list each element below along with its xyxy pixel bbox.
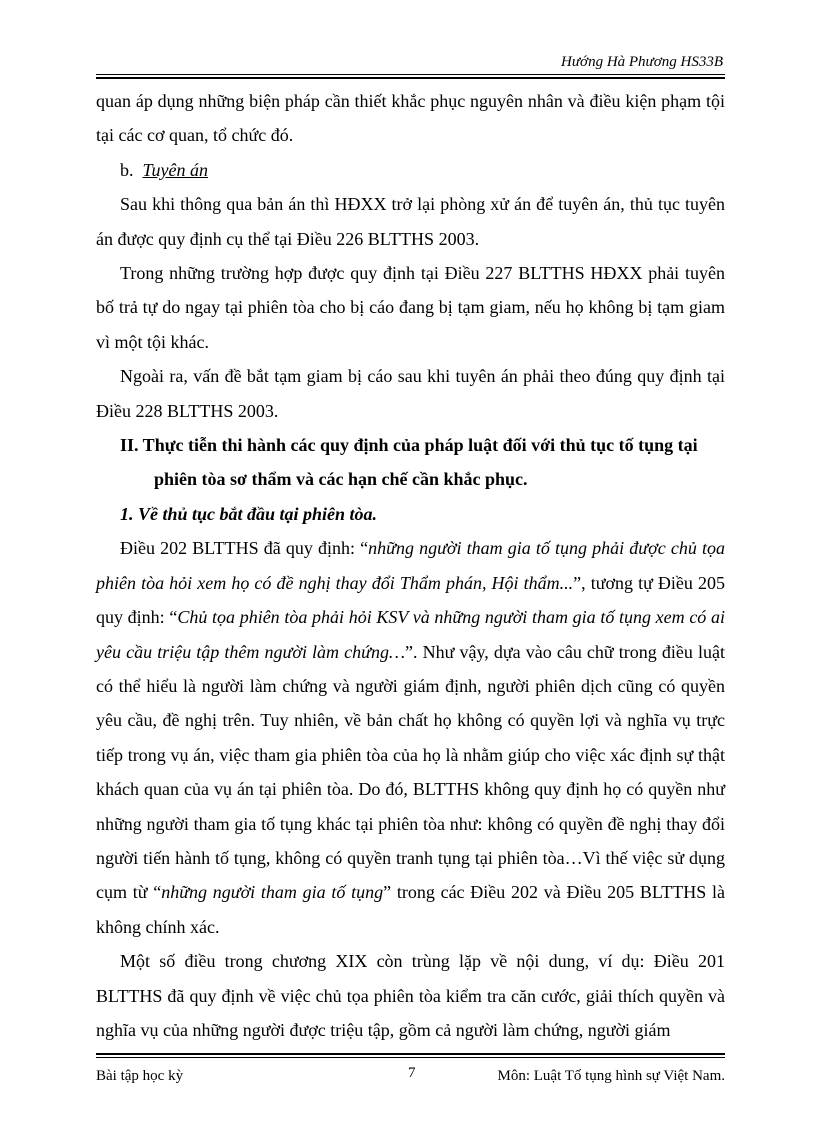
subsection-b-heading <box>96 153 725 187</box>
quote-dieu-202: những người tham gia tố tụng phải được chủ tọa phiên tòa hỏi xem họ có đề nghị thay đổi Thẩm phán, Hội thẩm... <box>96 538 725 593</box>
paragraph-dieu-227: Trong những trường hợp được quy định tại Điều 227 BLTTHS HĐXX phải tuyên bố trả tự do ngay tại phiên tòa cho bị cáo đang bị tạm giam, nếu họ không bị tạm giam vì một tội khác. <box>96 263 725 352</box>
text-run: Điều 202 BLTTHS đã quy định: “ <box>120 538 369 559</box>
header-rule-thick <box>96 77 725 79</box>
paragraph-chuong-xix: Một số điều trong chương XIX còn trùng lặp về nội dung, ví dụ: Điều 201 BLTTHS đã quy định về việc chủ tọa phiên tòa kiểm tra căn cước, giải thích quyền và nghĩa vụ của những người được triệu tập, gồm cả người làm chứng, người giám <box>96 951 725 1040</box>
header-rule-thin <box>96 74 725 75</box>
subsection-b-label: b. <box>120 159 134 180</box>
section-ii-heading-line1: II. Thực tiễn thi hành các quy định của pháp luật đối với thủ tục tố tụng tại <box>120 435 698 456</box>
text-run: ” trong các Điều 202 và Điều 205 BLTTHS là không chính xác. <box>96 882 725 937</box>
subsection-b-title: Tuyên án <box>142 159 208 180</box>
header-author: Hướng Hà Phương HS33B <box>561 54 723 70</box>
quote-dieu-205: Chủ tọa phiên tòa phải hỏi KSV và những người tham gia tố tụng xem có ai yêu cầu triệu tập thêm người làm chứng… <box>96 607 725 662</box>
paragraph-continuation: quan áp dụng những biện pháp cần thiết khắc phục nguyên nhân và điều kiện phạm tội tại các cơ quan, tổ chức đó. <box>96 91 725 146</box>
paragraph-dieu-202-205 <box>96 531 725 944</box>
subsection-1-heading: 1. Về thủ tục bắt đầu tại phiên tòa. <box>120 503 378 524</box>
section-ii-heading-line2: phiên tòa sơ thẩm và các hạn chế cần khắc phục. <box>154 469 528 490</box>
footer-rule-thin <box>96 1057 725 1058</box>
page-header <box>96 54 725 80</box>
paragraph-tuyen-an: Sau khi thông qua bản án thì HĐXX trở lại phòng xử án để tuyên án, thủ tục tuyên án được quy định cụ thể tại Điều 226 BLTTHS 2003. <box>96 194 725 249</box>
footer-subject: Môn: Luật Tố tụng hình sự Việt Nam. <box>497 1068 725 1084</box>
paragraph-dieu-228: Ngoài ra, vấn đề bắt tạm giam bị cáo sau khi tuyên án phải theo đúng quy định tại Điều 228 BLTTHS 2003. <box>96 366 725 421</box>
footer-rule-thick <box>96 1053 725 1055</box>
text-run: ”. Như vậy, dựa vào câu chữ trong điều luật có thể hiểu là người làm chứng và người giám định, người phiên dịch cũng có quyền yêu cầu, đề nghị trên. Tuy nhiên, về bản chất họ không có quyền lợi và nghĩa vụ trực tiếp trong vụ án, việc tham gia phiên tòa của họ là nhằm giúp cho việc xác định sự thật khách quan của vụ án tại phiên tòa. Do đó, BLTTHS không quy định họ có quyền như những người tham gia tố tụng khác tại phiên tòa như: không có quyền đề nghị thay đổi người tiến hành tố tụng, không có quyền tranh tụng tại phiên tòa…Vì thế việc sử dụng cụm từ “ <box>96 641 725 903</box>
page-number: 7 <box>408 1065 416 1081</box>
footer-course-type: Bài tập học kỳ <box>96 1068 184 1084</box>
document-body <box>96 84 725 1047</box>
text-run: ”, tương tự Điều 205 quy định: “ <box>96 572 725 628</box>
quote-term: những người tham gia tố tụng <box>161 882 384 903</box>
page-footer <box>96 1053 725 1093</box>
